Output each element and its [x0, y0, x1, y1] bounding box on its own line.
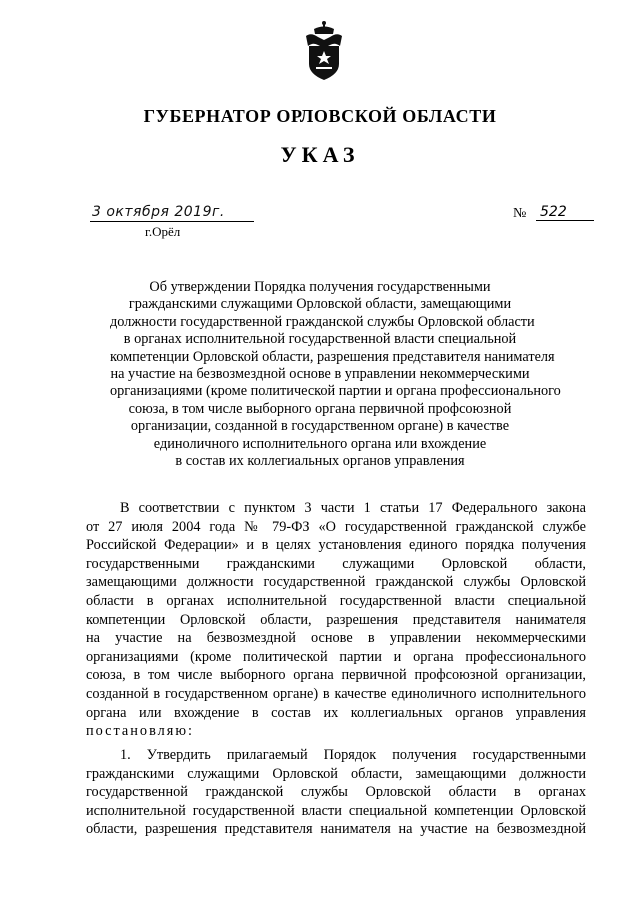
- title-line: Об утверждении Порядка получения государственными: [149, 279, 491, 295]
- title-line: союза, в том числе выборного органа первичной профсоюзной: [128, 400, 512, 417]
- title-line: должности государственной гражданской службы Орловской области: [110, 313, 535, 330]
- title-line: на участие на безвозмездной основе в управлении некоммерческими: [110, 366, 530, 383]
- decree-title: [110, 279, 561, 470]
- body-line: 1. Утвердить прилагаемый Порядок получения государственными: [120, 747, 586, 763]
- body-line: гражданскими служащими Орловской области, замещающими должности: [86, 765, 586, 782]
- body-line: В соответствии с пунктом 3 части 1 статьи 17 Федерального закона: [120, 500, 586, 516]
- title-line: в состав их коллегиальных органов управления: [175, 453, 465, 470]
- decree-number: 522: [536, 204, 594, 221]
- body-line: организациями (кроме политической партии и органа профессионального: [86, 648, 586, 665]
- body-line: Российской Федерации» и в целях установления единого порядка получения: [86, 537, 586, 554]
- document-type-heading: УКАЗ: [280, 142, 360, 167]
- title-line: единоличного исполнительного органа или вхождение: [153, 435, 487, 452]
- body-line: союза, в том числе выборного органа первичной профсоюзной организации,: [86, 667, 586, 684]
- body-line: на участие на безвозмездной основе в управлении некоммерческими: [86, 630, 586, 647]
- body-line: созданной в государственном органе) в качестве единоличного исполнительного: [86, 685, 586, 702]
- body-line: государственной гражданской службы Орловской области в органах: [86, 784, 586, 801]
- body-line: области в органах исполнительной государственной власти специальной: [86, 592, 586, 609]
- body-line: области, разрешения представителя нанимателя на участие на безвозмездной: [86, 821, 586, 838]
- decree-city: г.Орёл: [145, 224, 181, 239]
- body-line: компетенции Орловской области, разрешения представителя нанимателя: [86, 611, 586, 628]
- body-line: от 27 июля 2004 года № 79-ФЗ «О государственной гражданской службе: [86, 518, 586, 535]
- decree-number-label: №: [513, 206, 527, 221]
- body-line: государственными гражданскими служащими Орловской области,: [86, 555, 586, 572]
- item-1-paragraph: [86, 746, 586, 839]
- issuer-heading: ГУБЕРНАТОР ОРЛОВСКОЙ ОБЛАСТИ: [143, 106, 497, 126]
- body-line: замещающими должности государственной гражданской службы Орловской: [86, 574, 586, 591]
- title-line: в органах исполнительной государственной власти специальной: [123, 331, 517, 348]
- preamble-paragraph: [86, 499, 586, 741]
- body-line: исполнительной государственной власти специальной компетенции Орловской: [86, 802, 586, 819]
- title-line: гражданскими служащими Орловской области, замещающими: [128, 296, 512, 313]
- decree-date: 3 октября 2019г.: [90, 204, 254, 222]
- decree-operative-word: постановляю:: [86, 723, 194, 740]
- title-line: организациями (кроме политической партии и органа профессионального: [110, 383, 561, 400]
- coat-of-arms-icon: [302, 20, 346, 82]
- body-line: органа или вхождение в состав их коллегиальных органов управления: [86, 704, 586, 721]
- title-line: организации, созданной в государственном органе) в качестве: [130, 418, 510, 435]
- title-line: компетенции Орловской области, разрешения представителя нанимателя: [110, 348, 555, 365]
